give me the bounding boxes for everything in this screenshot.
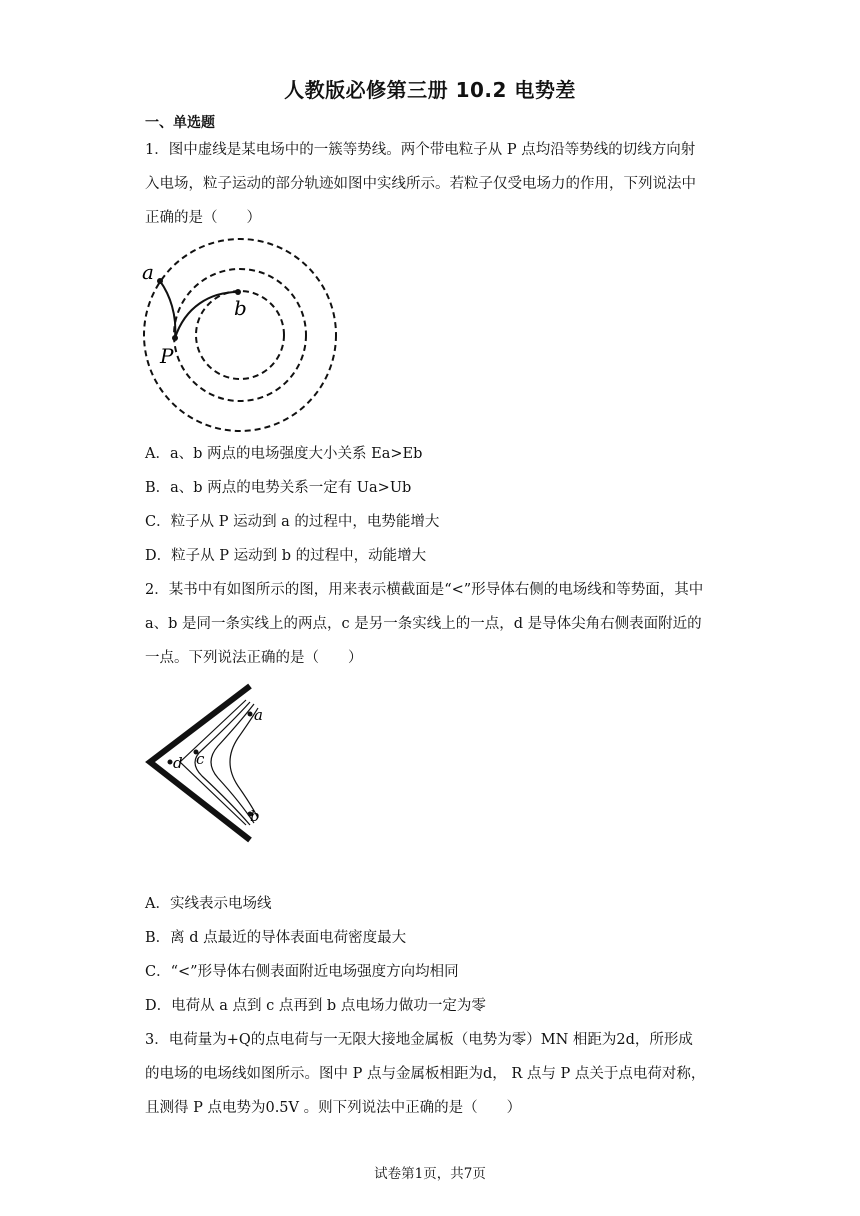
label-p: P <box>160 344 174 368</box>
q1-equipotential-figure <box>140 235 340 435</box>
point-b <box>235 289 241 295</box>
q2-stem-line-1: 2．某书中有如图所示的图，用来表示横截面是“<”形导体右侧的电场线和等势面，其中 <box>145 582 704 598</box>
point-a <box>248 712 253 717</box>
field-line-1 <box>180 700 246 825</box>
label-a: a <box>254 706 263 724</box>
q1-option-d: D．粒子从 P 运动到 b 的过程中，动能增大 <box>145 548 427 564</box>
point-a <box>157 278 163 284</box>
q2-option-c: C．“<”形导体右侧表面附近电场强度方向均相同 <box>145 964 459 980</box>
q1-stem-line-1: 1．图中虚线是某电场中的一簇等势线。两个带电粒子从 P 点均沿等势线的切线方向射 <box>145 142 696 158</box>
q2-option-d: D．电荷从 a 点到 c 点再到 b 点电场力做功一定为零 <box>145 998 486 1014</box>
point-d <box>168 760 173 765</box>
label-b: b <box>250 807 260 825</box>
section-heading: 一、单选题 <box>145 115 215 131</box>
q1-option-a: A．a、b 两点的电场强度大小关系 Ea>Eb <box>145 446 423 462</box>
q2-stem-line-2: a、b 是同一条实线上的两点，c 是另一条实线上的一点，d 是导体尖角右侧表面附近的 <box>145 616 702 632</box>
label-d: d <box>173 754 183 772</box>
q3-stem-line-2: 的电场的电场线如图所示。图中 P 点与金属板相距为d， R 点与 P 点关于点电荷对称， <box>145 1066 706 1082</box>
label-a: a <box>142 260 154 284</box>
q2-option-a: A．实线表示电场线 <box>145 896 272 912</box>
q1-stem-line-3: 正确的是（ ） <box>145 210 261 226</box>
q1-stem-line-2: 入电场，粒子运动的部分轨迹如图中实线所示。若粒子仅受电场力的作用，下列说法中 <box>145 176 696 192</box>
point-p <box>172 335 178 341</box>
label-c: c <box>196 750 205 768</box>
q1-option-c: C．粒子从 P 运动到 a 的过程中，电势能增大 <box>145 514 440 530</box>
q2-conductor-figure <box>140 680 280 850</box>
document-title: 人教版必修第三册 10.2 电势差 <box>284 78 576 102</box>
q2-option-b: B．离 d 点最近的导体表面电荷密度最大 <box>145 930 407 946</box>
equipotential-middle <box>174 269 306 401</box>
field-line-4 <box>230 708 258 818</box>
trajectory-to-a <box>160 281 175 338</box>
equipotential-outer <box>144 239 336 431</box>
q2-stem-line-3: 一点。下列说法正确的是（ ） <box>145 650 363 666</box>
q1-option-b: B．a、b 两点的电势关系一定有 Ua>Ub <box>145 480 412 496</box>
q3-stem-line-3: 且测得 P 点电势为0.5V 。则下列说法中正确的是（ ） <box>145 1100 522 1116</box>
label-b: b <box>234 296 247 320</box>
q3-stem-line-1: 3．电荷量为+Q的点电荷与一无限大接地金属板（电势为零）MN 相距为2d，所形成 <box>145 1032 693 1048</box>
page-footer: 试卷第1页，共7页 <box>374 1166 486 1182</box>
